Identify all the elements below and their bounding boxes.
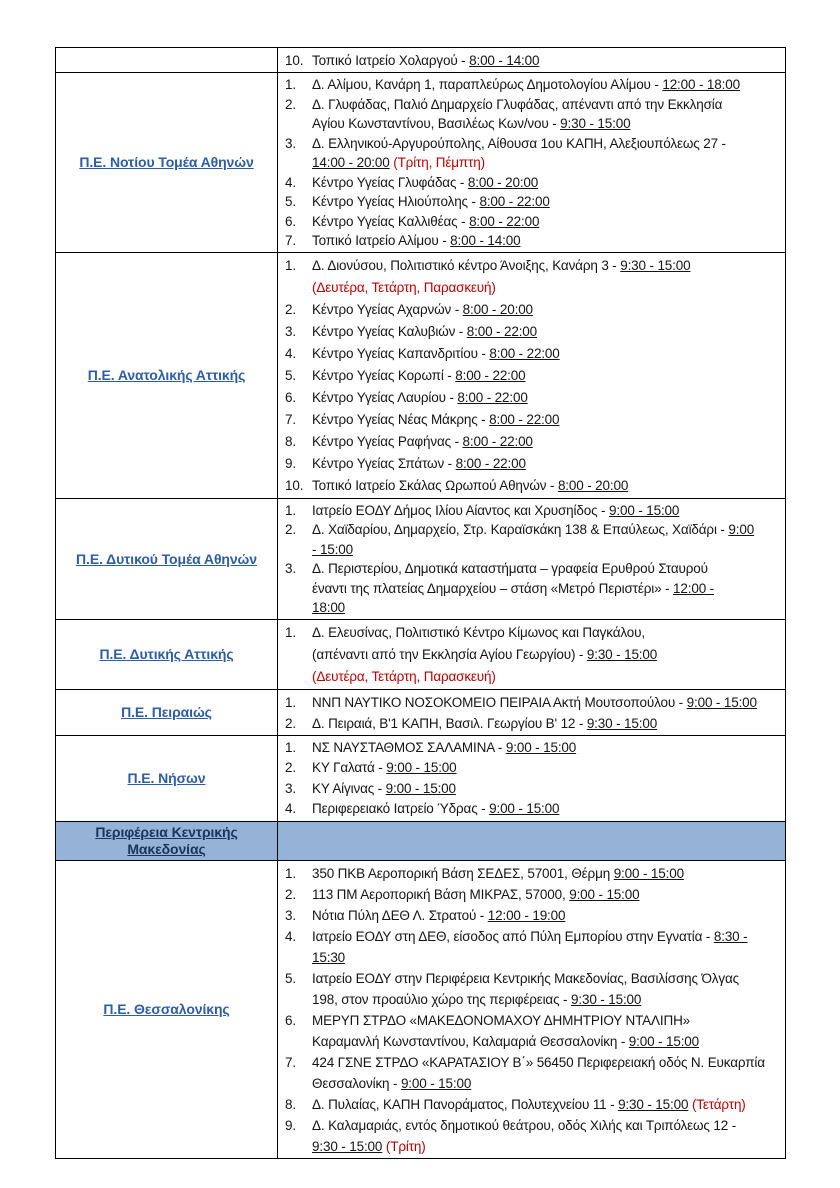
item-number: 4. — [285, 801, 296, 816]
region-label-cell — [56, 690, 278, 735]
table-row — [56, 48, 785, 72]
hours-text: 9:00 - 15:00 — [686, 694, 757, 710]
item-content — [312, 779, 781, 800]
item-number: 4. — [285, 928, 296, 944]
days-note: (Τετάρτη) — [691, 1096, 746, 1112]
item-content — [312, 713, 781, 734]
item-content — [312, 501, 781, 521]
item-content — [312, 1115, 781, 1157]
hours-text: 18:00 — [312, 600, 346, 615]
item-number: 10. — [285, 53, 304, 68]
locations-cell — [278, 736, 785, 821]
location-item — [285, 520, 781, 559]
item-content — [312, 905, 781, 926]
locations-cell — [278, 822, 785, 860]
location-item — [285, 692, 781, 713]
item-number: 6. — [285, 1012, 296, 1028]
item-number: 4. — [285, 174, 296, 190]
location-text: Κέντρο Υγείας Νέας Μάκρης - — [312, 411, 490, 427]
item-content — [312, 192, 781, 212]
hours-text: 8:30 - — [713, 928, 748, 944]
item-number: 1. — [285, 739, 296, 755]
item-content — [312, 95, 781, 134]
hours-text: 8:00 - 22:00 — [489, 411, 560, 427]
schedule-table — [55, 47, 786, 1159]
hours-text: 8:00 - 20:00 — [467, 174, 539, 190]
item-content — [312, 453, 781, 475]
location-item — [285, 1052, 781, 1094]
item-content — [312, 1094, 781, 1115]
region-link[interactable]: Π.Ε. Νοτίου Τομέα Αθηνών — [79, 154, 254, 171]
region-link[interactable]: Π.Ε. Δυτικής Αττικής — [99, 646, 234, 662]
item-content — [312, 431, 781, 453]
hours-text: 12:00 - 18:00 — [662, 77, 740, 92]
hours-text: 9:00 - 15:00 — [609, 502, 680, 518]
item-number: 2. — [285, 886, 296, 902]
location-text: 424 ΓΣΝΕ ΣΤΡΔΟ «ΚΑΡΑΤΑΣΙΟΥ Β΄» 56450 Περιφερειακή οδός Ν. Ευκαρπία — [312, 1054, 765, 1070]
region-link[interactable]: Π.Ε. Πειραιώς — [121, 704, 212, 720]
location-item — [285, 758, 781, 779]
location-item — [285, 431, 781, 453]
hours-text: - 15:00 — [312, 541, 353, 557]
location-item — [285, 299, 781, 321]
item-content — [312, 343, 781, 365]
location-item — [285, 968, 781, 1010]
location-item — [285, 501, 781, 521]
region-label-cell — [56, 253, 278, 498]
item-number: 7. — [285, 1054, 296, 1070]
location-item — [285, 365, 781, 387]
item-content — [312, 475, 781, 497]
item-number: 3. — [285, 323, 296, 339]
item-number: 4. — [285, 345, 296, 361]
location-text: έναντι της πλατείας Δημαρχείου – στάση «Μετρό Περιστέρι» - — [312, 580, 674, 596]
location-text: Δ. Περιστερίου, Δημοτικά καταστήματα – γραφεία Ερυθρού Σταυρού — [312, 561, 708, 576]
item-content — [312, 520, 781, 559]
region-label-cell — [56, 73, 278, 252]
location-text: Τοπικό Ιατρείο Χολαργού - — [312, 53, 470, 68]
table-row — [56, 72, 785, 252]
item-content — [312, 50, 781, 71]
item-number: 3. — [285, 780, 296, 796]
location-item — [285, 343, 781, 365]
location-item — [285, 1094, 781, 1115]
days-note: (Τρίτη) — [385, 1138, 426, 1154]
region-label-cell — [56, 861, 278, 1158]
item-number: 8. — [285, 433, 296, 449]
region-link[interactable]: Π.Ε. Δυτικού Τομέα Αθηνών — [76, 550, 257, 567]
hours-text: 15:30 — [312, 949, 346, 965]
location-text: Κέντρο Υγείας Γλυφάδας - — [312, 174, 468, 190]
hours-text: 8:00 - 22:00 — [455, 367, 526, 383]
location-text: Δ. Ελευσίνας, Πολιτιστικό Κέντρο Κίμωνος και Παγκάλου, — [312, 624, 645, 640]
hours-text: 8:00 - 22:00 — [457, 389, 528, 405]
hours-text: 9:00 - 15:00 — [385, 780, 456, 796]
location-item — [285, 1115, 781, 1157]
item-content — [312, 134, 781, 173]
hours-text: 9:00 - 15:00 — [386, 760, 457, 775]
hours-text: 9:00 - 15:00 — [613, 865, 684, 881]
location-item — [285, 173, 781, 193]
hours-text: 9:30 - 15:00 — [571, 991, 642, 1007]
hours-text: 9:30 - 15:00 — [618, 1096, 689, 1112]
item-number: 1. — [285, 257, 296, 273]
location-text: Δ. Πειραιά, Β'1 ΚΑΠΗ, Βασιλ. Γεωργίου Β' 12 - — [312, 715, 587, 731]
location-text: Κέντρο Υγείας Καλλιθέας - — [312, 213, 470, 229]
hours-text: 8:00 - 22:00 — [462, 433, 533, 449]
item-content — [312, 758, 781, 779]
item-content — [312, 559, 781, 618]
hours-text: 8:00 - 22:00 — [489, 345, 560, 361]
item-content — [312, 799, 781, 820]
table-row — [56, 689, 785, 735]
location-item — [285, 453, 781, 475]
hours-text: 8:00 - 14:00 — [450, 233, 521, 248]
location-text: ΝΣ ΝΑΥΣΤΑΘΜΟΣ ΣΑΛΑΜΙΝΑ - — [312, 739, 506, 755]
location-text: Κέντρο Υγείας Ηλιούπολης - — [312, 194, 480, 209]
item-content — [312, 231, 781, 251]
location-item — [285, 738, 781, 759]
item-content — [312, 299, 781, 321]
item-number: 1. — [285, 502, 296, 518]
hours-text: 8:00 - 14:00 — [469, 53, 540, 68]
item-content — [312, 738, 781, 759]
location-text: Κέντρο Υγείας Καπανδριτίου - — [312, 345, 490, 361]
location-item — [285, 905, 781, 926]
item-number: 8. — [285, 1096, 296, 1112]
location-item — [285, 192, 781, 212]
item-number: 7. — [285, 233, 296, 248]
locations-cell — [278, 48, 785, 72]
region-header-row — [56, 821, 785, 860]
item-content — [312, 212, 781, 232]
item-content — [312, 968, 781, 1010]
item-content — [312, 622, 781, 688]
location-text: 113 ΠΜ Αεροπορική Βάση ΜΙΚΡΑΣ, 57000, — [312, 886, 570, 902]
location-text: Θεσσαλονίκη - — [312, 1075, 401, 1091]
location-text: Ιατρείο ΕΟΔΥ στην Περιφέρεια Κεντρικής Μακεδονίας, Βασιλίσσης Όλγας — [312, 970, 739, 986]
hours-text: 9:30 - 15:00 — [312, 1138, 383, 1154]
hours-text: 9:30 - 15:00 — [586, 646, 658, 662]
item-number: 3. — [285, 135, 296, 151]
location-text: Αγίου Κωνσταντίνου, Βασιλέως Κων/νου - — [312, 116, 561, 131]
item-number: 1. — [285, 694, 296, 710]
location-text: Κέντρο Υγείας Καλυβιών - — [312, 323, 467, 339]
location-text: Δ. Πυλαίας, ΚΑΠΗ Πανοράματος, Πολυτεχνείου 11 - — [312, 1096, 619, 1112]
item-content — [312, 387, 781, 409]
item-number: 2. — [285, 760, 296, 775]
hours-text: 8:00 - 22:00 — [469, 213, 540, 229]
location-text: Περιφερειακό Ιατρείο Ύδρας - — [312, 801, 490, 816]
item-content — [312, 75, 781, 95]
item-number: 5. — [285, 194, 296, 209]
hours-text: 9:30 - 15:00 — [586, 715, 658, 731]
item-number: 9. — [285, 1117, 296, 1133]
location-text: Δ. Αλίμου, Κανάρη 1, παραπλεύρως Δημοτολογίου Αλίμου - — [312, 77, 663, 92]
hours-text: 9:00 - 15:00 — [400, 1075, 472, 1091]
region-link[interactable]: Π.Ε. Ανατολικής Αττικής — [87, 367, 246, 383]
item-content — [312, 884, 781, 905]
locations-cell — [278, 620, 785, 689]
item-number: 1. — [285, 624, 296, 640]
table-row — [56, 252, 785, 498]
region-label-cell — [56, 620, 278, 689]
table-row — [56, 498, 785, 619]
hours-text: 12:00 - 19:00 — [487, 907, 566, 923]
location-text: Δ. Ελληνικού-Αργυρούπολης, Αίθουσα 1ου ΚΑΠΗ, Αλεξιουπόλεως 27 - — [312, 135, 726, 151]
item-number: 3. — [285, 907, 296, 923]
item-number: 5. — [285, 367, 296, 383]
location-item — [285, 231, 781, 251]
location-text: ΚΥ Αίγινας - — [312, 780, 386, 796]
location-item — [285, 409, 781, 431]
location-text: ΜΕΡΥΠ ΣΤΡΔΟ «ΜΑΚΕΔΟΝΟΜΑΧΟΥ ΔΗΜΗΤΡΙΟΥ ΝΤΑΛΙΠΗ» — [312, 1012, 691, 1028]
hours-text: 9:30 - 15:00 — [560, 116, 631, 131]
region-label-cell — [56, 736, 278, 821]
item-content — [312, 409, 781, 431]
item-number: 10. — [285, 477, 304, 493]
locations-cell — [278, 499, 785, 619]
location-text: Κέντρο Υγείας Λαυρίου - — [312, 389, 458, 405]
locations-cell — [278, 253, 785, 498]
item-number: 6. — [285, 389, 296, 405]
location-text: Δ. Διονύσου, Πολιτιστικό κέντρο Άνοιξης, Κανάρη 3 - — [312, 257, 621, 273]
location-item — [285, 926, 781, 968]
item-content — [312, 863, 781, 884]
item-number: 2. — [285, 301, 296, 317]
item-content — [312, 1010, 781, 1052]
item-number: 5. — [285, 970, 296, 986]
days-note: (Τρίτη, Πέμπτη) — [393, 155, 485, 170]
location-text: Κέντρο Υγείας Ραφήνας - — [312, 433, 463, 449]
location-text: Τοπικό Ιατρείο Σκάλας Ωρωπού Αθηνών - — [312, 477, 558, 493]
location-item — [285, 475, 781, 497]
item-number: 9. — [285, 455, 296, 471]
hours-text: 9:30 - 15:00 — [620, 257, 691, 273]
region-link[interactable]: Π.Ε. Θεσσαλονίκης — [103, 1001, 230, 1017]
location-item — [285, 622, 781, 688]
location-text: ΚΥ Γαλατά - — [312, 760, 387, 775]
location-text: Κέντρο Υγείας Αχαρνών - — [312, 301, 463, 317]
item-content — [312, 692, 781, 713]
location-text: Δ. Καλαμαριάς, εντός δημοτικού θεάτρου, οδός Χιλής και Τριπόλεως 12 - — [312, 1117, 737, 1133]
region-link[interactable]: Π.Ε. Νήσων — [127, 770, 206, 786]
item-number: 1. — [285, 865, 296, 881]
location-item — [285, 387, 781, 409]
location-item — [285, 863, 781, 884]
location-text: Νότια Πύλη ΔΕΘ Λ. Στρατού - — [312, 907, 488, 923]
item-content — [312, 365, 781, 387]
item-number: 3. — [285, 561, 296, 576]
location-text: ΝΝΠ ΝΑΥΤΙΚΟ ΝΟΣΟΚΟΜΕΙΟ ΠΕΙΡΑΙΑ Ακτή Μουτσοπούλου - — [312, 694, 687, 710]
hours-text: 8:00 - 20:00 — [557, 477, 629, 493]
hours-text: 8:00 - 20:00 — [462, 301, 533, 317]
location-item — [285, 212, 781, 232]
hours-text: 9:00 - 15:00 — [505, 739, 577, 755]
hours-text: 9:00 - 15:00 — [628, 1033, 700, 1049]
hours-text: 12:00 - — [673, 580, 714, 596]
hours-text: 9:00 — [728, 522, 755, 537]
item-content — [312, 173, 781, 193]
location-text: Κέντρο Υγείας Κορωπί - — [312, 367, 456, 383]
location-text: Τοπικό Ιατρείο Αλίμου - — [312, 233, 451, 248]
table-row — [56, 735, 785, 821]
location-item — [285, 50, 781, 71]
location-item — [285, 1010, 781, 1052]
location-text: Κέντρο Υγείας Σπάτων - — [312, 455, 456, 471]
table-row — [56, 619, 785, 689]
location-item — [285, 95, 781, 134]
location-item — [285, 559, 781, 618]
locations-cell — [278, 73, 785, 252]
location-item — [285, 321, 781, 343]
location-item — [285, 75, 781, 95]
location-item — [285, 134, 781, 173]
location-text: Καραμανλή Κωνσταντίνου, Καλαμαριά Θεσσαλονίκη - — [312, 1033, 629, 1049]
location-text: 350 ΠΚΒ Αεροπορική Βάση ΣΕΔΕΣ, 57001, Θέρμη — [312, 865, 614, 881]
days-note: (Δευτέρα, Τετάρτη, Παρασκευή) — [312, 279, 496, 295]
region-label-cell — [56, 822, 278, 860]
region-label-cell — [56, 499, 278, 619]
location-text: Ιατρείο ΕΟΔΥ Δήμος Ιλίου Αίαντος και Χρυσηίδος - — [312, 502, 610, 518]
location-item — [285, 713, 781, 734]
item-number: 2. — [285, 522, 296, 537]
item-number: 2. — [285, 715, 296, 731]
hours-text: 9:00 - 15:00 — [489, 801, 560, 816]
item-content — [312, 926, 781, 968]
location-item — [285, 799, 781, 820]
location-text: Δ. Χαϊδαρίου, Δημαρχείο, Στρ. Καραϊσκάκη 138 & Επαύλεως, Χαϊδάρι - — [312, 522, 729, 537]
item-number: 6. — [285, 213, 296, 229]
region-label-cell — [56, 48, 278, 72]
hours-text: 8:00 - 22:00 — [479, 194, 550, 209]
item-content — [312, 321, 781, 343]
hours-text: 14:00 - 20:00 — [312, 155, 390, 170]
days-note: (Δευτέρα, Τετάρτη, Παρασκευή) — [312, 668, 496, 684]
location-text: Ιατρείο ΕΟΔΥ στη ΔΕΘ, είσοδος από Πύλη Εμπορίου στην Εγνατία - — [312, 928, 714, 944]
hours-text: 8:00 - 22:00 — [466, 323, 538, 339]
location-item — [285, 884, 781, 905]
hours-text: 9:00 - 15:00 — [569, 886, 640, 902]
locations-cell — [278, 861, 785, 1158]
location-text: Δ. Γλυφάδας, Παλιό Δημαρχείο Γλυφάδας, απέναντι από την Εκκλησία — [312, 96, 723, 112]
region-header-label: Περιφέρεια Κεντρικής Μακεδονίας — [95, 823, 238, 857]
location-item — [285, 779, 781, 800]
location-text: (απέναντι από την Εκκλησία Αγίου Γεωργίου) - — [312, 646, 587, 662]
location-text: 198, στον προαύλιο χώρο της περιφέρειας - — [312, 991, 571, 1007]
locations-cell — [278, 690, 785, 735]
hours-text: 8:00 - 22:00 — [455, 455, 526, 471]
item-number: 1. — [285, 77, 296, 92]
table-row — [56, 860, 785, 1158]
item-content — [312, 255, 781, 299]
location-item — [285, 255, 781, 299]
item-content — [312, 1052, 781, 1094]
item-number: 2. — [285, 96, 296, 112]
item-number: 7. — [285, 411, 296, 427]
